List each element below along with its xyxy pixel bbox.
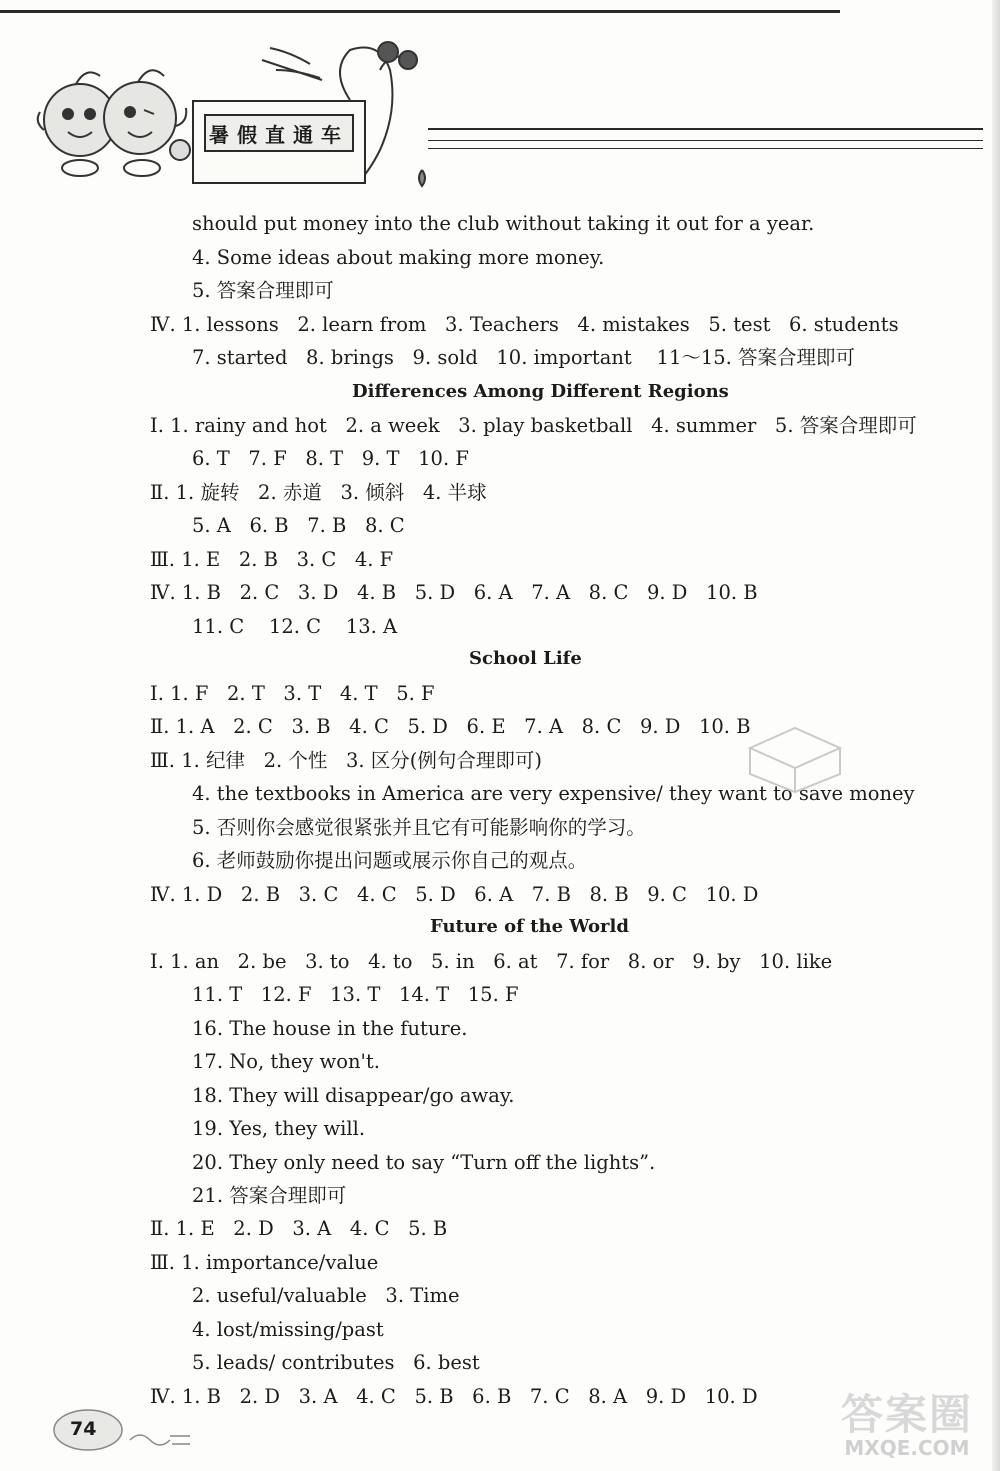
answer-line: 5. A 6. B 7. B 8. C bbox=[192, 514, 405, 537]
answer-line: Ⅲ. 1. E 2. B 3. C 4. F bbox=[150, 548, 394, 571]
answer-line: Ⅳ. 1. B 2. C 3. D 4. B 5. D 6. A 7. A 8. C 9. D 10. B bbox=[150, 581, 758, 604]
page-edge bbox=[992, 0, 1000, 1471]
answer-line: Ⅳ. 1. B 2. D 3. A 4. C 5. B 6. B 7. C 8. A 9. D 10. D bbox=[150, 1385, 758, 1408]
answer-line: 5. leads/ contributes 6. best bbox=[192, 1351, 480, 1374]
header-title-box bbox=[192, 100, 366, 184]
answer-line: 5. 答案合理即可 bbox=[192, 279, 334, 302]
book-stamp-icon bbox=[740, 718, 850, 794]
section-heading: School Life bbox=[469, 648, 582, 669]
answer-line: Ⅲ. 1. importance/value bbox=[150, 1251, 379, 1274]
answer-line: Ⅱ. 1. A 2. C 3. B 4. C 5. D 6. E 7. A 8. C 9. D 10. B bbox=[150, 715, 751, 738]
answer-line: 20. They only need to say “Turn off the lights”. bbox=[192, 1151, 656, 1174]
header-title: 暑假直通车 bbox=[204, 114, 354, 152]
watermark-url: MXQE.COM bbox=[844, 1436, 970, 1460]
answer-line: 21. 答案合理即可 bbox=[192, 1184, 347, 1207]
answer-line: 6. 老师鼓励你提出问题或展示你自己的观点。 bbox=[192, 849, 588, 872]
answer-line: Ⅳ. 1. D 2. B 3. C 4. C 5. D 6. A 7. B 8. B 9. C 10. D bbox=[150, 883, 759, 906]
answer-line: Ⅰ. 1. an 2. be 3. to 4. to 5. in 6. at 7. for 8. or 9. by 10. like bbox=[150, 950, 833, 973]
answer-line: Ⅰ. 1. rainy and hot 2. a week 3. play basketball 4. summer 5. 答案合理即可 bbox=[150, 414, 917, 437]
watermark bbox=[822, 1378, 992, 1466]
answer-line: 5. 否则你会感觉很紧张并且它有可能影响你的学习。 bbox=[192, 816, 646, 839]
answer-line: 17. No, they won't. bbox=[192, 1050, 380, 1073]
answer-line: should put money into the club without taking it out for a year. bbox=[192, 212, 815, 235]
answer-line: 19. Yes, they will. bbox=[192, 1117, 366, 1140]
answer-line: 4. lost/missing/past bbox=[192, 1318, 384, 1341]
answer-line: 16. The house in the future. bbox=[192, 1017, 468, 1040]
section-heading: Future of the World bbox=[430, 916, 629, 937]
answer-line: 4. Some ideas about making more money. bbox=[192, 246, 605, 269]
answer-line: Ⅰ. 1. F 2. T 3. T 4. T 5. F bbox=[150, 682, 435, 705]
answer-line: Ⅱ. 1. 旋转 2. 赤道 3. 倾斜 4. 半球 bbox=[150, 481, 487, 504]
header-rule bbox=[428, 128, 983, 130]
answer-line: 4. the textbooks in America are very expensive/ they want to save money bbox=[192, 782, 915, 805]
answer-line: 2. useful/valuable 3. Time bbox=[192, 1284, 460, 1307]
section-heading: Differences Among Different Regions bbox=[352, 381, 729, 402]
answer-line: 18. They will disappear/go away. bbox=[192, 1084, 515, 1107]
answer-line: Ⅱ. 1. E 2. D 3. A 4. C 5. B bbox=[150, 1217, 448, 1240]
top-border-line bbox=[0, 10, 840, 13]
watermark-text: 答案圈 bbox=[840, 1390, 973, 1439]
answer-line: Ⅲ. 1. 纪律 2. 个性 3. 区分(例句合理即可) bbox=[150, 749, 543, 772]
answer-line: 7. started 8. brings 9. sold 10. important 11～15. 答案合理即可 bbox=[192, 346, 856, 369]
footer-decoration-icon bbox=[40, 1400, 200, 1460]
answer-line: Ⅳ. 1. lessons 2. learn from 3. Teachers 4. mistakes 5. test 6. students bbox=[150, 313, 899, 336]
answer-line: 11. C 12. C 13. A bbox=[192, 615, 398, 638]
answer-line: 11. T 12. F 13. T 14. T 15. F bbox=[192, 983, 519, 1006]
header-rule bbox=[428, 140, 983, 141]
header-rule bbox=[428, 148, 983, 149]
answer-line: 6. T 7. F 8. T 9. T 10. F bbox=[192, 447, 469, 470]
page-number: 74 bbox=[70, 1418, 97, 1440]
